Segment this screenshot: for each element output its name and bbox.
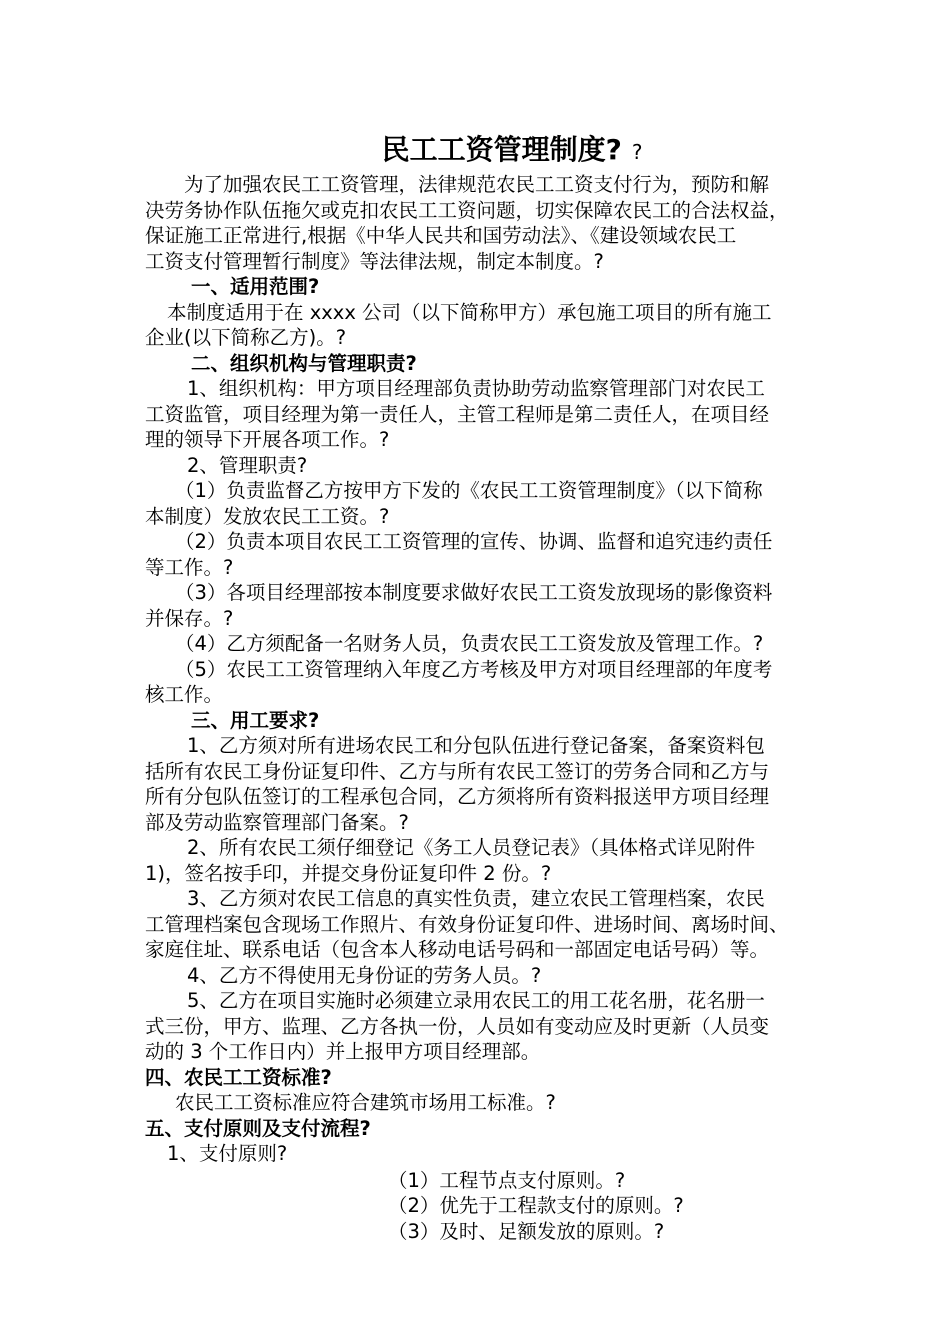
paragraph-line: 括所有农民工身份证复印件、乙方与所有农民工签订的劳务合同和乙方与: [145, 759, 770, 783]
paragraph-line: 为了加强农民工工资管理，法律规范农民工工资支付行为，预防和解: [184, 173, 770, 196]
paragraph-line: 所有分包队伍签订的工程承包合同，乙方须将所有资料报送甲方项目经理: [145, 785, 770, 808]
document-title: [0, 132, 950, 170]
paragraph-line: （3）各项目经理部按本制度要求做好农民工工资发放现场的影像资料: [175, 581, 773, 604]
paragraph-line: 1)，签名按手印，并提交身份证复印件 2 份。?: [145, 861, 552, 885]
paragraph-line: 工资监管，项目经理为第一责任人，主管工程师是第二责任人，在项目经: [145, 402, 770, 426]
paragraph-line: 3、乙方须对农民工信息的真实性负责，建立农民工管理档案，农民: [187, 887, 765, 910]
document-body: [145, 172, 880, 1244]
paragraph-line: 本制度）发放农民工工资。?: [145, 504, 390, 528]
paragraph-line: 1、乙方须对所有进场农民工和分包队伍进行登记备案，备案资料包: [187, 734, 765, 757]
paragraph-line: 农民工工资标准应符合建筑市场用工标准。?: [175, 1091, 556, 1114]
paragraph-line: （4）乙方须配备一名财务人员，负责农民工工资发放及管理工作。?: [175, 632, 764, 655]
list-item: （1）工程节点支付原则。?: [388, 1168, 626, 1192]
paragraph-line: 本制度适用于在 xxxx 公司（以下简称甲方）承包施工项目的所有施工: [167, 300, 772, 324]
paragraph-line: 1、组织机构：甲方项目经理部负责协助劳动监察管理部门对农民工: [187, 377, 765, 400]
paragraph-line: 工资支付管理暂行制度》等法律法规，制定本制度。?: [145, 249, 604, 273]
section-heading: 五、支付原则及支付流程?: [145, 1116, 371, 1140]
paragraph-line: （2）负责本项目农民工工资管理的宣传、协调、监督和追究违约责任: [175, 530, 773, 553]
paragraph-line: 决劳务协作队伍拖欠或克扣农民工工资问题，切实保障农民工的合法权益，: [145, 198, 789, 222]
paragraph-line: 2、管理职责?: [187, 453, 308, 477]
paragraph-line: 式三份，甲方、监理、乙方各执一份，人员如有变动应及时更新（人员变: [145, 1014, 770, 1038]
paragraph-line: 等工作。?: [145, 555, 234, 579]
paragraph-line: 动的 3 个工作日内）并上报甲方项目经理部。: [145, 1040, 541, 1063]
paragraph-line: 部及劳动监察管理部门备案。?: [145, 810, 409, 834]
paragraph-line: 企业(以下简称乙方)。?: [145, 326, 347, 349]
paragraph-line: 理的领导下开展各项工作。?: [145, 428, 390, 451]
paragraph-line: 2、所有农民工须仔细登记《务工人员登记表》（具体格式详见附件: [187, 836, 756, 859]
paragraph-line: 5、乙方在项目实施时必须建立录用农民工的用工花名册，花名册一: [187, 989, 765, 1012]
title-text: 民工工资管理制度?: [381, 133, 622, 166]
paragraph-line: （5）农民工工资管理纳入年度乙方考核及甲方对项目经理部的年度考: [175, 657, 773, 681]
paragraph-line: 4、乙方不得使用无身份证的劳务人员。?: [187, 963, 542, 987]
list-item: （3）及时、足额发放的原则。?: [388, 1219, 665, 1243]
paragraph-line: 保证施工正常进行,根据《中华人民共和国劳动法》、《建设领域农民工: [145, 224, 737, 247]
section-heading: 一、适用范围?: [191, 275, 320, 298]
paragraph-line: 工管理档案包含现场工作照片、有效身份证复印件、进场时间、离场时间、: [145, 912, 789, 936]
title-suffix: ?: [631, 140, 643, 164]
paragraph-line: 核工作。: [145, 683, 224, 706]
list-item: （2）优先于工程款支付的原则。?: [388, 1194, 684, 1217]
paragraph-line: 并保存。?: [145, 606, 234, 630]
paragraph-line: 1、支付原则?: [167, 1142, 288, 1165]
section-heading: 二、组织机构与管理职责?: [191, 351, 417, 375]
section-heading: 四、农民工工资标准?: [145, 1065, 332, 1089]
paragraph-line: （1）负责监督乙方按甲方下发的《农民工工资管理制度》（以下简称: [175, 479, 763, 502]
paragraph-line: 家庭住址、联系电话（包含本人移动电话号码和一部固定电话号码）等。: [145, 938, 770, 961]
section-heading: 三、用工要求?: [191, 708, 320, 732]
